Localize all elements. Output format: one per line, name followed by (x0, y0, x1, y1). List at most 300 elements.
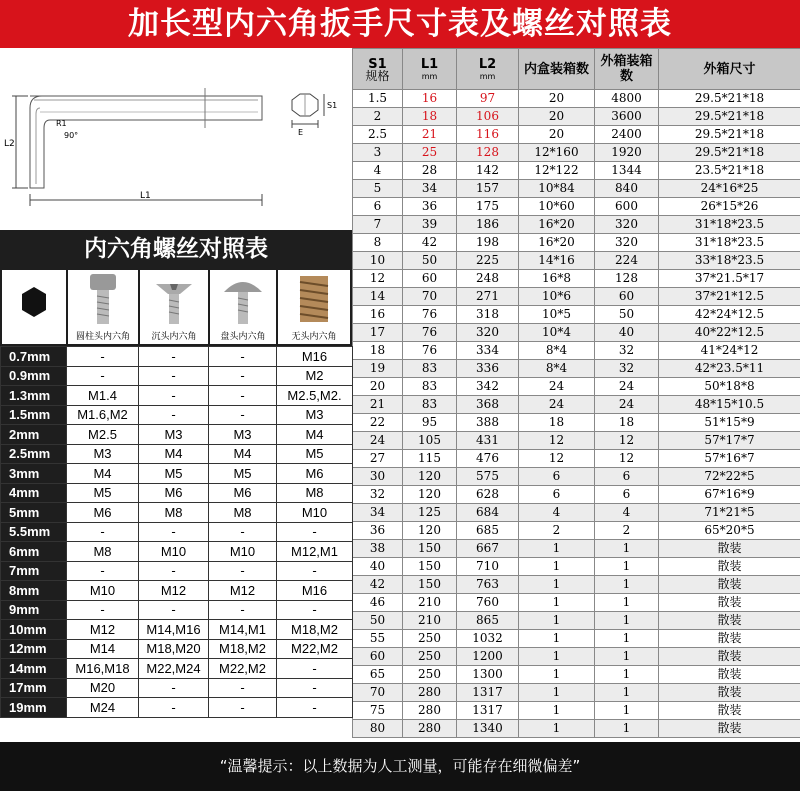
screw-size-cell: M12 (209, 581, 277, 601)
hex-size-cell: 4mm (1, 483, 67, 503)
screw-size-cell: M2.5 (67, 425, 139, 445)
spec-table-cell: 710 (457, 558, 519, 576)
spec-table-row (353, 90, 800, 108)
spec-table-cell: 1200 (457, 648, 519, 666)
spec-table-cell: 40 (353, 558, 403, 576)
spec-table-cell: 1 (519, 594, 595, 612)
spec-table-cell: 散装 (659, 558, 800, 576)
l-wrench-drawing (0, 48, 352, 230)
screw-size-cell: - (277, 522, 353, 542)
angle-label: 90° (64, 131, 79, 140)
spec-table-row (353, 702, 800, 720)
spec-table-cell: 散装 (659, 594, 800, 612)
screw-size-cell: M18,M2 (277, 620, 353, 640)
screw-size-cell: - (277, 659, 353, 679)
spec-table-row (353, 522, 800, 540)
screw-table-row (1, 444, 353, 464)
spec-table-cell: 2400 (595, 126, 659, 144)
screw-table-row (1, 620, 353, 640)
spec-table-cell: 865 (457, 612, 519, 630)
socket-cap-screw-icon (68, 270, 138, 328)
screw-comparison-table (0, 346, 353, 718)
spec-table-row (353, 144, 800, 162)
spec-table-cell: 667 (457, 540, 519, 558)
button-head-screw-icon-cell (210, 270, 276, 344)
spec-table-cell: 12 (595, 432, 659, 450)
spec-table-cell: 2.5 (353, 126, 403, 144)
screw-table-row (1, 464, 353, 484)
spec-table-cell: 8 (353, 234, 403, 252)
spec-table-cell: 5 (353, 180, 403, 198)
spec-table-cell: 4 (595, 504, 659, 522)
spec-table-cell: 2 (519, 522, 595, 540)
spec-table-cell: 6 (353, 198, 403, 216)
spec-table-cell: 散装 (659, 666, 800, 684)
spec-table-cell: 1 (595, 540, 659, 558)
spec-table-cell: 12 (519, 432, 595, 450)
spec-table-cell: 18 (519, 414, 595, 432)
spec-table-cell: 20 (519, 108, 595, 126)
screw-size-cell: M1.4 (67, 386, 139, 406)
screw-size-cell: M22,M2 (277, 639, 353, 659)
spec-table-cell: 50 (403, 252, 457, 270)
spec-table-cell: 83 (403, 378, 457, 396)
spec-table-cell: 70 (353, 684, 403, 702)
spec-table-cell: 76 (403, 342, 457, 360)
screw-icons-row (0, 268, 352, 346)
spec-table-cell: 60 (595, 288, 659, 306)
spec-table-row (353, 378, 800, 396)
spec-table-cell: 120 (403, 522, 457, 540)
spec-table-cell: 72*22*5 (659, 468, 800, 486)
header-cell: 内盒装箱数 (519, 49, 595, 90)
spec-table-cell: 40*22*12.5 (659, 324, 800, 342)
hex-size-cell: 6mm (1, 542, 67, 562)
spec-table-cell: 150 (403, 540, 457, 558)
spec-table-cell: 3600 (595, 108, 659, 126)
spec-table-cell: 27 (353, 450, 403, 468)
spec-table-cell: 16*8 (519, 270, 595, 288)
column-label: 圆柱头内六角 (75, 332, 130, 342)
screw-table-row (1, 561, 353, 581)
spec-table-cell: 16 (353, 306, 403, 324)
spec-table-cell: 1 (595, 666, 659, 684)
spec-table-cell: 1 (519, 702, 595, 720)
spec-table-cell: 31*18*23.5 (659, 234, 800, 252)
screw-size-cell: M16,M18 (67, 659, 139, 679)
spec-table-row (353, 180, 800, 198)
screw-size-cell: - (67, 366, 139, 386)
spec-table-cell: 115 (403, 450, 457, 468)
spec-table-header (353, 49, 800, 90)
spec-table-row (353, 288, 800, 306)
spec-table-cell: 628 (457, 486, 519, 504)
screw-size-cell: M14,M16 (139, 620, 209, 640)
spec-table-cell: 18 (403, 108, 457, 126)
spec-table-cell: 50 (353, 612, 403, 630)
spec-table-cell: 1 (519, 666, 595, 684)
screw-table-row (1, 581, 353, 601)
wrench-spec-table (352, 48, 800, 738)
screw-size-cell: M4 (139, 444, 209, 464)
spec-table-cell: 29.5*21*18 (659, 144, 800, 162)
spec-table-cell: 1 (519, 612, 595, 630)
spec-table-cell: 33*18*23.5 (659, 252, 800, 270)
spec-table-row (353, 558, 800, 576)
screw-size-cell: - (277, 678, 353, 698)
spec-table-cell: 28 (403, 162, 457, 180)
spec-table-cell: 21 (403, 126, 457, 144)
spec-table-cell: 1 (595, 648, 659, 666)
hex-size-cell: 1.3mm (1, 386, 67, 406)
spec-table-cell: 6 (519, 468, 595, 486)
screw-size-cell: M6 (139, 483, 209, 503)
spec-table-cell: 12 (353, 270, 403, 288)
screw-size-cell: - (209, 405, 277, 425)
screw-size-cell: M12 (67, 620, 139, 640)
spec-table-cell: 210 (403, 612, 457, 630)
spec-table-cell: 20 (519, 90, 595, 108)
screw-size-cell: M1.6,M2 (67, 405, 139, 425)
spec-table-cell: 10*4 (519, 324, 595, 342)
screw-size-cell: M18,M20 (139, 639, 209, 659)
spec-table-row (353, 216, 800, 234)
screw-size-cell: M12 (139, 581, 209, 601)
spec-table-cell: 280 (403, 720, 457, 738)
spec-table-cell: 1 (519, 684, 595, 702)
spec-table-cell: 30 (353, 468, 403, 486)
header-cell: S1 规格 (353, 49, 403, 90)
spec-table-cell: 210 (403, 594, 457, 612)
hex-size-cell: 12mm (1, 639, 67, 659)
screw-size-cell: M12,M1 (277, 542, 353, 562)
spec-table-cell: 16*20 (519, 216, 595, 234)
hexagon-icon (2, 270, 66, 344)
spec-table-row (353, 126, 800, 144)
spec-table-cell: 1.5 (353, 90, 403, 108)
socket-cap-screw-icon-cell (68, 270, 138, 344)
spec-table-row (353, 342, 800, 360)
spec-table-cell: 1340 (457, 720, 519, 738)
column-label: 盘头内六角 (220, 332, 266, 342)
spec-table-cell: 476 (457, 450, 519, 468)
spec-table-cell: 1 (519, 540, 595, 558)
spec-table-cell: 248 (457, 270, 519, 288)
spec-table-cell: 128 (457, 144, 519, 162)
spec-table-cell: 14*16 (519, 252, 595, 270)
header-cell: L2 mm (457, 49, 519, 90)
spec-table-cell: 12*122 (519, 162, 595, 180)
spec-table-cell: 2 (595, 522, 659, 540)
spec-table-cell: 48*15*10.5 (659, 396, 800, 414)
countersunk-screw-icon-cell (140, 270, 208, 344)
spec-table-cell: 600 (595, 198, 659, 216)
spec-table-cell: 37*21*12.5 (659, 288, 800, 306)
spec-table-cell: 150 (403, 576, 457, 594)
spec-table-cell: 10*6 (519, 288, 595, 306)
screw-size-cell: M6 (277, 464, 353, 484)
spec-table-cell: 36 (403, 198, 457, 216)
screw-size-cell: M4 (209, 444, 277, 464)
spec-table-row (353, 360, 800, 378)
spec-table-cell: 105 (403, 432, 457, 450)
screw-table-title: 内六角螺丝对照表 (0, 230, 352, 268)
spec-table-cell: 1 (595, 684, 659, 702)
spec-table-cell: 散装 (659, 540, 800, 558)
spec-table-cell: 6 (595, 468, 659, 486)
spec-table-row (353, 108, 800, 126)
screw-size-cell: - (277, 698, 353, 718)
spec-table-row (353, 504, 800, 522)
hex-size-cell: 19mm (1, 698, 67, 718)
spec-table-cell: 29.5*21*18 (659, 126, 800, 144)
spec-table-cell: 142 (457, 162, 519, 180)
spec-table-cell: 334 (457, 342, 519, 360)
spec-table-cell: 42*24*12.5 (659, 306, 800, 324)
screw-size-cell: - (67, 347, 139, 367)
spec-table-row (353, 630, 800, 648)
screw-size-cell: M2.5,M2. (277, 386, 353, 406)
screw-table-row (1, 639, 353, 659)
spec-table-cell: 34 (353, 504, 403, 522)
hex-size-cell: 9mm (1, 600, 67, 620)
spec-table-cell: 280 (403, 684, 457, 702)
spec-table-cell: 225 (457, 252, 519, 270)
spec-table-row (353, 594, 800, 612)
screw-size-cell: - (209, 698, 277, 718)
screw-size-cell: M22,M2 (209, 659, 277, 679)
screw-table-row (1, 542, 353, 562)
spec-table-cell: 50*18*8 (659, 378, 800, 396)
spec-table-cell: 散装 (659, 612, 800, 630)
spec-table-cell: 散装 (659, 720, 800, 738)
hex-size-cell: 1.5mm (1, 405, 67, 425)
spec-table-cell: 10 (353, 252, 403, 270)
spec-table-cell: 1 (519, 630, 595, 648)
spec-table-row (353, 576, 800, 594)
spec-table-cell: 342 (457, 378, 519, 396)
spec-table-cell: 37*21.5*17 (659, 270, 800, 288)
spec-table-cell: 24 (353, 432, 403, 450)
spec-table-cell: 散装 (659, 702, 800, 720)
spec-table-cell: 150 (403, 558, 457, 576)
screw-size-cell: - (209, 678, 277, 698)
column-label: 沉头内六角 (151, 332, 197, 342)
screw-size-cell: - (139, 600, 209, 620)
spec-table-row (353, 324, 800, 342)
screw-table-row (1, 386, 353, 406)
spec-table-cell: 60 (403, 270, 457, 288)
screw-size-cell: - (139, 698, 209, 718)
spec-table-cell: 1344 (595, 162, 659, 180)
screw-table-row (1, 503, 353, 523)
hex-size-cell: 14mm (1, 659, 67, 679)
spec-table-cell: 1 (595, 612, 659, 630)
spec-table-cell: 280 (403, 702, 457, 720)
screw-size-cell: - (67, 600, 139, 620)
spec-table-cell: 41*24*12 (659, 342, 800, 360)
spec-table-cell: 271 (457, 288, 519, 306)
spec-table-cell: 50 (595, 306, 659, 324)
spec-table-cell: 42 (403, 234, 457, 252)
spec-table-cell: 12 (519, 450, 595, 468)
spec-table-cell: 75 (353, 702, 403, 720)
spec-table-cell: 67*16*9 (659, 486, 800, 504)
screw-size-cell: M3 (139, 425, 209, 445)
spec-table-cell: 336 (457, 360, 519, 378)
spec-table-cell: 250 (403, 666, 457, 684)
spec-table-cell: 83 (403, 360, 457, 378)
spec-table-cell: 14 (353, 288, 403, 306)
button-head-screw-icon (210, 270, 276, 328)
spec-table-cell: 320 (457, 324, 519, 342)
spec-table-cell: 3 (353, 144, 403, 162)
spec-table-row (353, 450, 800, 468)
screw-size-cell: M2 (277, 366, 353, 386)
set-screw-icon (278, 270, 350, 328)
spec-table-cell: 6 (595, 486, 659, 504)
screw-size-cell: M14 (67, 639, 139, 659)
spec-table-row (353, 468, 800, 486)
spec-table-cell: 65 (353, 666, 403, 684)
spec-table-cell: 6 (519, 486, 595, 504)
spec-table-cell: 散装 (659, 576, 800, 594)
screw-size-cell: M16 (277, 347, 353, 367)
spec-table-cell: 24 (519, 378, 595, 396)
page-banner-title: 加长型内六角扳手尺寸表及螺丝对照表 (0, 0, 800, 48)
screw-table-row (1, 678, 353, 698)
screw-table-row (1, 483, 353, 503)
screw-size-cell: - (139, 405, 209, 425)
spec-table-cell: 1 (519, 720, 595, 738)
screw-size-cell: M10 (209, 542, 277, 562)
screw-size-cell: M8 (67, 542, 139, 562)
spec-table-row (353, 198, 800, 216)
spec-table-cell: 760 (457, 594, 519, 612)
screw-size-cell: - (277, 561, 353, 581)
spec-table-cell: 17 (353, 324, 403, 342)
spec-table-cell: 1 (595, 558, 659, 576)
screw-table-row (1, 698, 353, 718)
spec-table-cell: 128 (595, 270, 659, 288)
spec-table-cell: 840 (595, 180, 659, 198)
set-screw-icon-cell (278, 270, 350, 344)
spec-table-cell: 70 (403, 288, 457, 306)
spec-table-row (353, 684, 800, 702)
wrench-diagram (0, 48, 352, 230)
spec-table-cell: 60 (353, 648, 403, 666)
spec-table-row (353, 648, 800, 666)
spec-table-cell: 51*15*9 (659, 414, 800, 432)
spec-table-cell: 1 (595, 576, 659, 594)
spec-table-row (353, 396, 800, 414)
spec-table-cell: 40 (595, 324, 659, 342)
spec-table-cell: 4 (353, 162, 403, 180)
screw-size-cell: M3 (209, 425, 277, 445)
spec-table-cell: 685 (457, 522, 519, 540)
screw-size-cell: - (209, 347, 277, 367)
screw-size-cell: M5 (209, 464, 277, 484)
hex-size-cell: 17mm (1, 678, 67, 698)
spec-table-cell: 24 (519, 396, 595, 414)
spec-table-row (353, 234, 800, 252)
screw-size-cell: - (139, 386, 209, 406)
countersunk-screw-icon (140, 270, 208, 328)
screw-size-cell: - (139, 678, 209, 698)
hex-size-cell: 3mm (1, 464, 67, 484)
spec-table-cell: 2 (353, 108, 403, 126)
screw-table-row (1, 522, 353, 542)
spec-table-cell: 175 (457, 198, 519, 216)
screw-size-cell: - (209, 561, 277, 581)
spec-table-cell: 80 (353, 720, 403, 738)
screw-table-row (1, 600, 353, 620)
spec-table-cell: 23.5*21*18 (659, 162, 800, 180)
spec-table-cell: 71*21*5 (659, 504, 800, 522)
hex-size-cell: 2.5mm (1, 444, 67, 464)
spec-table-cell: 157 (457, 180, 519, 198)
spec-table-cell: 250 (403, 648, 457, 666)
screw-size-cell: M10 (139, 542, 209, 562)
spec-table-cell: 29.5*21*18 (659, 108, 800, 126)
spec-table-cell: 10*60 (519, 198, 595, 216)
spec-table-cell: 20 (353, 378, 403, 396)
spec-table-cell: 83 (403, 396, 457, 414)
screw-size-cell: M4 (277, 425, 353, 445)
screw-size-cell: - (209, 366, 277, 386)
spec-table-cell: 55 (353, 630, 403, 648)
hex-size-cell: 7mm (1, 561, 67, 581)
spec-table-cell: 1 (595, 594, 659, 612)
spec-table-cell: 320 (595, 216, 659, 234)
spec-table-cell: 31*18*23.5 (659, 216, 800, 234)
spec-table-cell: 4 (519, 504, 595, 522)
spec-table-cell: 24*16*25 (659, 180, 800, 198)
spec-table-cell: 24 (595, 378, 659, 396)
screw-size-cell: M14,M1 (209, 620, 277, 640)
screw-table-row (1, 405, 353, 425)
spec-table-cell: 763 (457, 576, 519, 594)
r1-label: R1 (56, 119, 67, 128)
spec-table-cell: 1 (519, 648, 595, 666)
spec-table-cell: 8*4 (519, 360, 595, 378)
hex-size-cell: 0.7mm (1, 347, 67, 367)
hex-size-cell: 10mm (1, 620, 67, 640)
spec-table-cell: 1300 (457, 666, 519, 684)
spec-table-row (353, 720, 800, 738)
spec-table-cell: 1 (595, 720, 659, 738)
hex-size-cell: 5mm (1, 503, 67, 523)
hex-size-cell: 5.5mm (1, 522, 67, 542)
screw-size-cell: - (209, 600, 277, 620)
screw-size-cell: M3 (67, 444, 139, 464)
spec-table-cell: 120 (403, 468, 457, 486)
spec-table-cell: 65*20*5 (659, 522, 800, 540)
screw-table-row (1, 425, 353, 445)
spec-table-row (353, 252, 800, 270)
spec-table-cell: 42*23.5*11 (659, 360, 800, 378)
hex-size-cell: 8mm (1, 581, 67, 601)
spec-table-cell: 250 (403, 630, 457, 648)
spec-table-cell: 198 (457, 234, 519, 252)
e-label: E (298, 128, 304, 137)
screw-size-cell: M8 (139, 503, 209, 523)
hex-size-cell: 0.9mm (1, 366, 67, 386)
spec-table-cell: 18 (353, 342, 403, 360)
s1-label: S1 (327, 101, 338, 110)
spec-table-cell: 368 (457, 396, 519, 414)
spec-table-cell: 10*5 (519, 306, 595, 324)
